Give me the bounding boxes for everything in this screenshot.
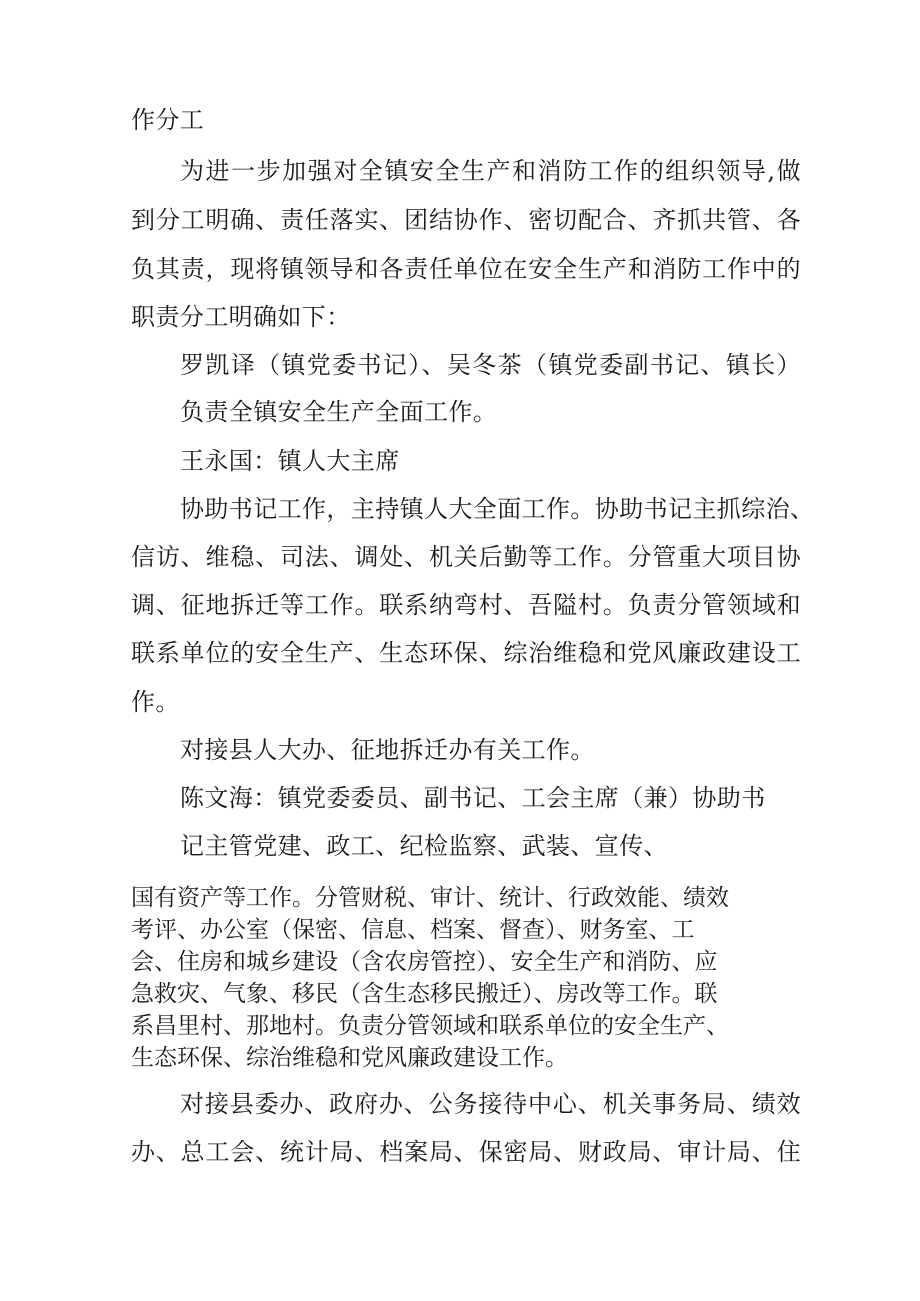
text-line-22: 生态环保、综治维稳和党风廉政建设工作。: [131, 1045, 568, 1071]
text-line-16: 记主管党建、政工、纪检监察、武装、宣传、: [180, 832, 668, 860]
text-line-24: 办、总工会、统计局、档案局、保密局、财政局、审计局、住: [131, 1138, 801, 1166]
text-line-1: 作分工: [131, 106, 205, 134]
text-line-3: 到分工明确、责任落实、团结协作、密切配合、齐抓共管、各: [131, 206, 801, 234]
text-line-19: 会、住房和城乡建设（含农房管控）、安全生产和消防、应: [131, 949, 718, 975]
text-line-7: 负责全镇安全生产全面工作。: [180, 398, 498, 426]
text-line-9: 协助书记工作，主持镇人大全面工作。协助书记主抓综治、: [180, 495, 815, 523]
text-line-13: 作。: [131, 688, 180, 716]
text-line-15: 陈文海：镇党委委员、副书记、工会主席（兼）协助书: [180, 784, 766, 812]
text-line-2: 为进一步加强对全镇安全生产和消防工作的组织领导,做: [180, 157, 801, 185]
text-line-23: 对接县委办、政府办、公务接待中心、机关事务局、绩效: [180, 1090, 801, 1118]
text-line-12: 联系单位的安全生产、生态环保、综治维稳和党风廉政建设工: [131, 639, 801, 667]
text-line-21: 系昌里村、那地村。负责分管领域和联系单位的安全生产、: [131, 1013, 729, 1039]
text-line-14: 对接县人大办、征地拆迁办有关工作。: [180, 736, 595, 764]
text-line-18: 考评、办公室（保密、信息、档案、督查）、财务室、工: [131, 917, 695, 943]
text-line-4: 负其责，现将镇领导和各责任单位在安全生产和消防工作中的: [131, 255, 801, 283]
text-line-17: 国有资产等工作。分管财税、审计、统计、行政效能、绩效: [131, 885, 729, 911]
text-line-20: 急救灾、气象、移民（含生态移民搬迁）、房改等工作。联: [131, 981, 718, 1007]
text-line-11: 调、征地拆迁等工作。联系纳弯村、吾隘村。负责分管领域和: [131, 591, 801, 619]
text-line-6: 罗凯译（镇党委书记）、吴冬茶（镇党委副书记、镇长）: [180, 351, 801, 379]
text-line-10: 信访、维稳、司法、调处、机关后勤等工作。分管重大项目协: [131, 543, 801, 571]
text-line-5: 职责分工明确如下：: [131, 303, 351, 331]
text-line-8: 王永国：镇人大主席: [180, 447, 400, 475]
